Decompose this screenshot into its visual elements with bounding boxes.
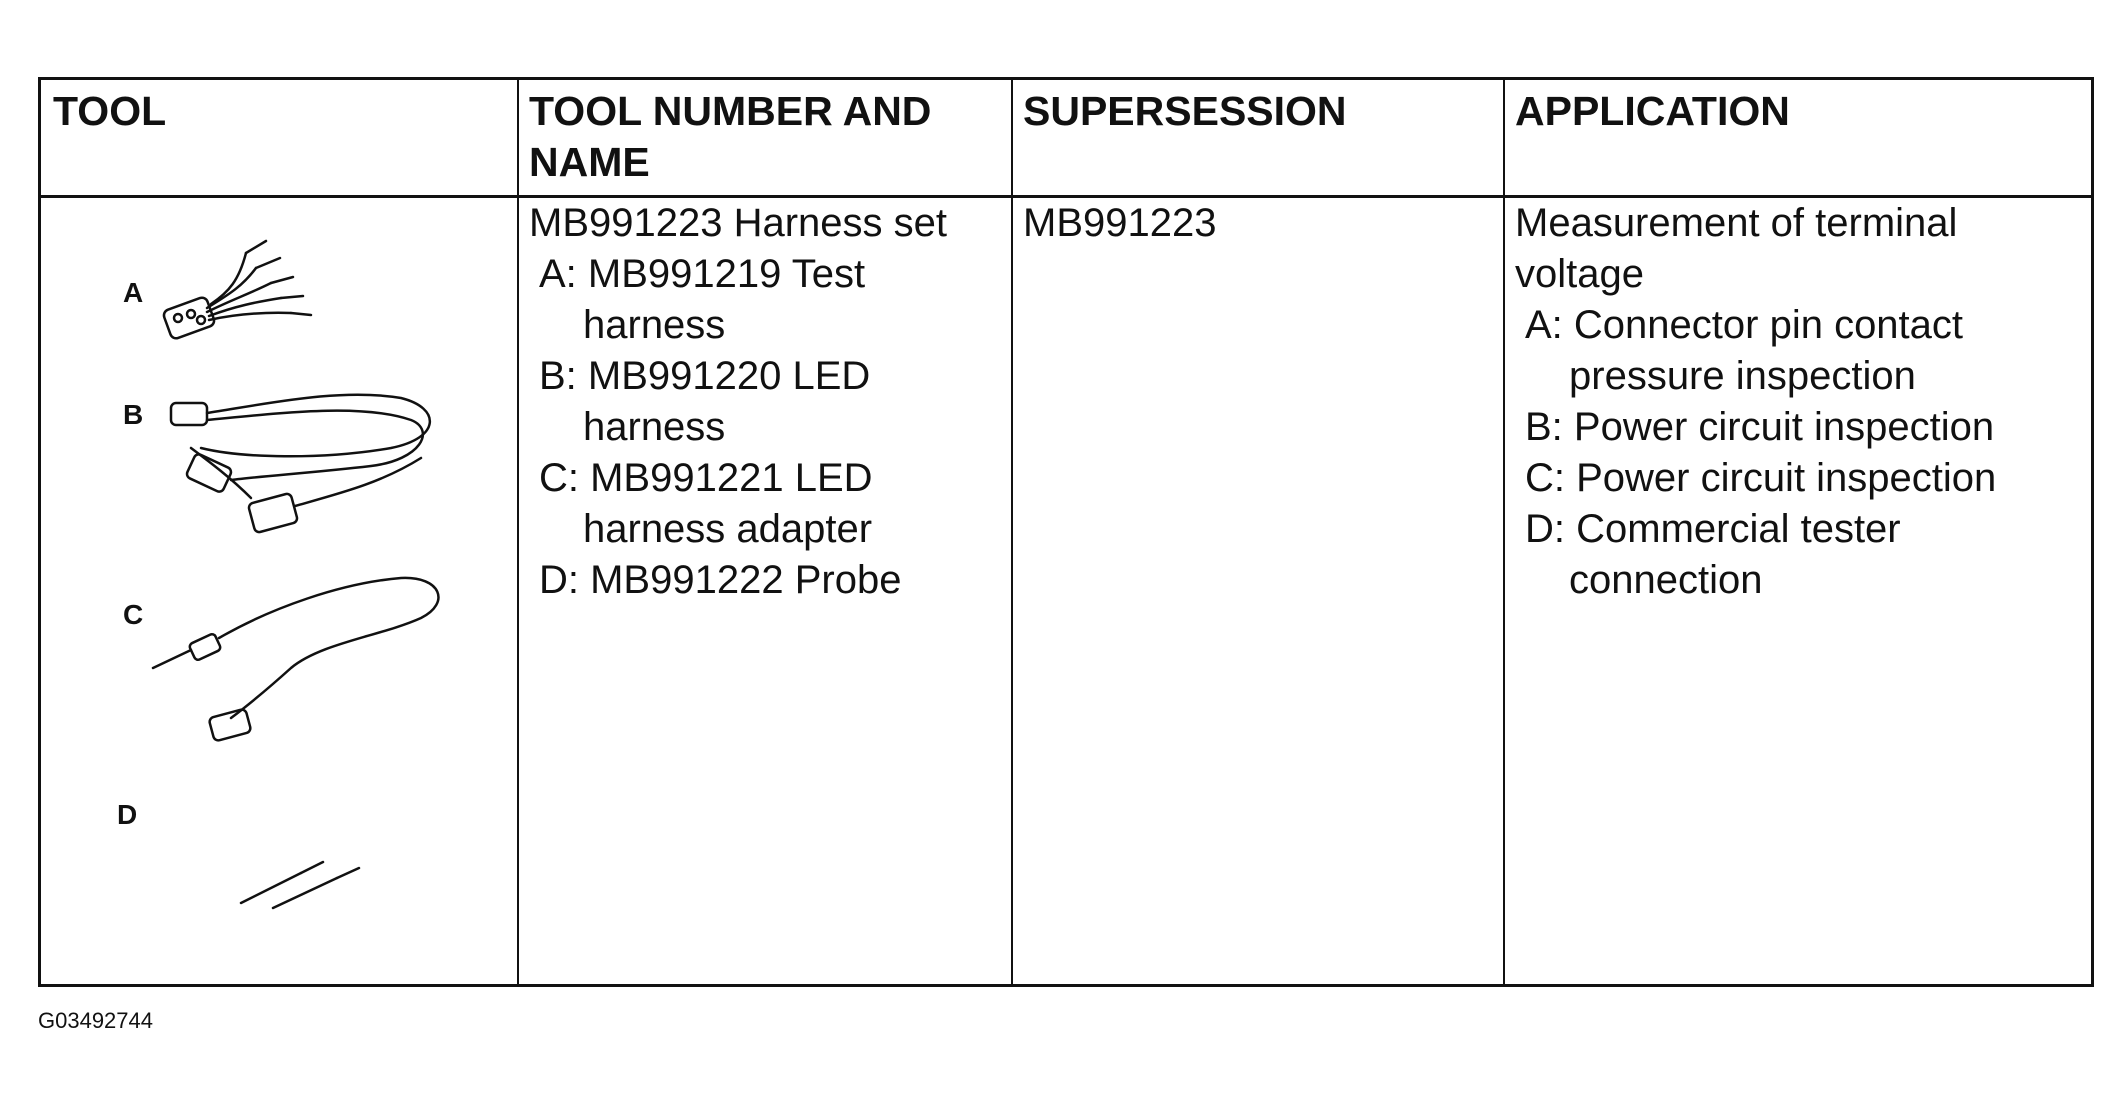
supersession-cell	[1011, 198, 1503, 249]
tool-number-line: harness	[583, 405, 726, 449]
tool-table	[38, 77, 2094, 987]
tool-label-b: B	[123, 399, 144, 430]
led-harness-adapter-drawing	[153, 578, 438, 742]
tool-number-line: MB991223 Harness set	[529, 201, 948, 245]
header-tool-number-line1: TOOL NUMBER AND	[529, 88, 932, 134]
application-line: Measurement of terminal	[1515, 201, 1958, 245]
tool-number-line: C: MB991221 LED	[539, 456, 873, 500]
application-line: connection	[1569, 558, 1763, 602]
tool-label-d: D	[117, 799, 138, 830]
test-harness-drawing	[162, 241, 311, 340]
tool-number-line: harness	[583, 303, 726, 347]
application-line: B: Power circuit inspection	[1525, 405, 1995, 449]
header-tool: TOOL	[53, 88, 167, 134]
application-line: A: Connector pin contact	[1525, 303, 1964, 347]
header-application: APPLICATION	[1515, 88, 1790, 134]
tool-label-c: C	[123, 599, 144, 630]
tool-number-line: B: MB991220 LED	[539, 354, 871, 398]
tool-number-cell	[517, 198, 1011, 606]
header-tool-number-line2: NAME	[529, 139, 650, 185]
led-harness-drawing	[171, 395, 430, 533]
figure-id: G03492744	[38, 1008, 153, 1033]
application-line: D: Commercial tester	[1525, 507, 1901, 551]
tool-number-line: harness adapter	[583, 507, 873, 551]
header-supersession: SUPERSESSION	[1023, 88, 1347, 134]
harness-set-illustration	[41, 198, 517, 978]
supersession-value: MB991223	[1023, 201, 1217, 245]
header-tool-number	[517, 80, 1011, 194]
probe-drawing	[241, 862, 359, 908]
application-cell	[1503, 198, 2097, 606]
application-line: pressure inspection	[1569, 354, 1916, 398]
tool-number-line: A: MB991219 Test	[539, 252, 866, 296]
application-line: voltage	[1515, 252, 1644, 296]
application-line: C: Power circuit inspection	[1525, 456, 1997, 500]
tool-label-a: A	[123, 277, 144, 308]
tool-number-line: D: MB991222 Probe	[539, 558, 902, 602]
